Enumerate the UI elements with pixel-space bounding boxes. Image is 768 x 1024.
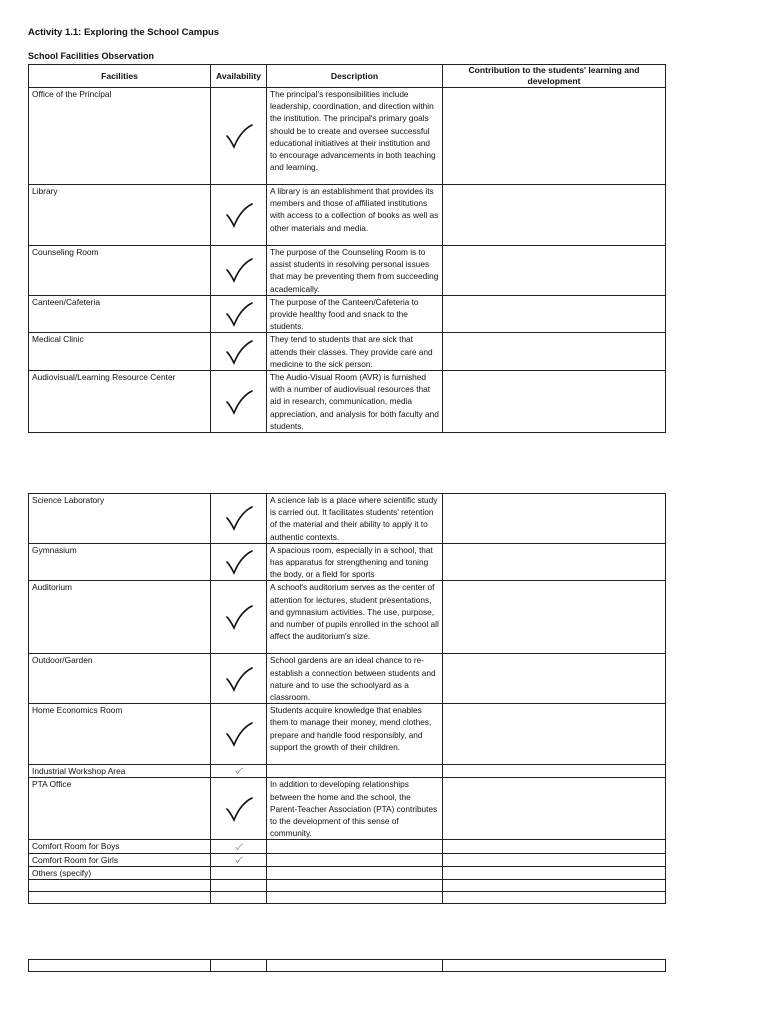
table-row	[29, 654, 666, 704]
description-cell	[267, 960, 443, 972]
description-cell: The purpose of the Counseling Room is to assist students in resolving personal issues that may be preventing them from succeeding academically.	[267, 246, 443, 296]
checkmark-icon	[235, 843, 243, 851]
contribution-cell[interactable]	[443, 333, 666, 371]
description-cell: A library is an establishment that provides its members and those of affiliated institutions with access to a collection of books as well as other materials and media.	[267, 185, 443, 246]
availability-cell	[211, 880, 267, 892]
facility-cell: Counseling Room	[29, 246, 211, 296]
checkmark-icon	[224, 602, 254, 632]
contribution-cell[interactable]	[443, 185, 666, 246]
description-cell: A spacious room, especially in a school, that has apparatus for strengthening and toning the body, or a field for sports	[267, 543, 443, 581]
contribution-cell[interactable]	[443, 654, 666, 704]
facility-cell: Canteen/Cafeteria	[29, 295, 211, 333]
facility-cell: Audiovisual/Learning Resource Center	[29, 371, 211, 433]
checkmark-icon	[224, 719, 254, 749]
contribution-cell[interactable]	[443, 88, 666, 185]
description-cell: A science lab is a place where scientific study is carried out. It facilitates students' retention of the material and their ability to apply it to authentic contexts.	[267, 494, 443, 544]
availability-cell	[211, 581, 267, 654]
description-cell	[267, 866, 443, 879]
availability-cell	[211, 246, 267, 296]
table-row	[29, 185, 666, 246]
facilities-table-1	[28, 64, 666, 433]
checkmark-icon	[224, 794, 254, 824]
checkmark-icon	[235, 856, 243, 864]
availability-cell	[211, 866, 267, 879]
availability-cell	[211, 765, 267, 778]
availability-cell	[211, 185, 267, 246]
section-subtitle: School Facilities Observation	[28, 51, 155, 61]
header-description: Description	[267, 65, 443, 88]
description-cell	[267, 892, 443, 904]
table-row	[29, 88, 666, 185]
availability-cell	[211, 778, 267, 840]
checkmark-icon	[235, 767, 243, 775]
table-row	[29, 333, 666, 371]
table-row	[29, 840, 666, 853]
contribution-cell[interactable]	[443, 880, 666, 892]
facilities-table-2	[28, 493, 666, 904]
availability-cell	[211, 654, 267, 704]
description-cell	[267, 853, 443, 866]
table-row	[29, 246, 666, 296]
facility-cell: Medical Clinic	[29, 333, 211, 371]
checkmark-icon	[224, 121, 254, 151]
checkmark-icon	[224, 255, 254, 285]
availability-cell	[211, 960, 267, 972]
contribution-cell[interactable]	[443, 704, 666, 765]
description-cell: They tend to students that are sick that attends their classes. They provide care and medicine to the sick person.	[267, 333, 443, 371]
facility-cell: Home Economics Room	[29, 704, 211, 765]
table-row	[29, 880, 666, 892]
table-row	[29, 778, 666, 840]
table-row	[29, 295, 666, 333]
availability-cell	[211, 840, 267, 853]
contribution-cell[interactable]	[443, 866, 666, 879]
availability-cell	[211, 295, 267, 333]
table-row	[29, 704, 666, 765]
contribution-cell[interactable]	[443, 765, 666, 778]
checkmark-icon	[224, 387, 254, 417]
description-cell	[267, 765, 443, 778]
description-cell	[267, 880, 443, 892]
contribution-cell[interactable]	[443, 960, 666, 972]
header-contribution: Contribution to the students' learning and development	[443, 65, 666, 88]
contribution-cell[interactable]	[443, 246, 666, 296]
facility-cell: Library	[29, 185, 211, 246]
availability-cell	[211, 371, 267, 433]
description-cell: School gardens are an ideal chance to re-establish a connection between students and nature and to use the schoolyard as a classroom.	[267, 654, 443, 704]
table-row	[29, 853, 666, 866]
facility-cell	[29, 892, 211, 904]
checkmark-icon	[224, 664, 254, 694]
table-row	[29, 866, 666, 879]
checkmark-icon	[224, 547, 254, 577]
facility-cell	[29, 880, 211, 892]
contribution-cell[interactable]	[443, 892, 666, 904]
availability-cell	[211, 543, 267, 581]
facility-cell: PTA Office	[29, 778, 211, 840]
contribution-cell[interactable]	[443, 494, 666, 544]
contribution-cell[interactable]	[443, 778, 666, 840]
facility-cell: Industrial Workshop Area	[29, 765, 211, 778]
table-header-row	[29, 65, 666, 88]
checkmark-icon	[224, 337, 254, 367]
facility-cell: Comfort Room for Boys	[29, 840, 211, 853]
checkmark-icon	[224, 200, 254, 230]
description-cell: The Audio-Visual Room (AVR) is furnished with a number of audiovisual resources that aid in research, communication, media appreciation, and analysis for both faculty and students.	[267, 371, 443, 433]
facility-cell: Science Laboratory	[29, 494, 211, 544]
facility-cell: Office of the Principal	[29, 88, 211, 185]
table-row	[29, 765, 666, 778]
facility-cell: Gymnasium	[29, 543, 211, 581]
contribution-cell[interactable]	[443, 295, 666, 333]
table-2-body	[29, 494, 666, 904]
table-row	[29, 960, 666, 972]
facility-cell: Others (specify)	[29, 866, 211, 879]
availability-cell	[211, 853, 267, 866]
table-row	[29, 494, 666, 544]
facilities-table-3	[28, 959, 666, 972]
contribution-cell[interactable]	[443, 581, 666, 654]
contribution-cell[interactable]	[443, 840, 666, 853]
checkmark-icon	[224, 299, 254, 329]
availability-cell	[211, 88, 267, 185]
header-availability: Availability	[211, 65, 267, 88]
availability-cell	[211, 704, 267, 765]
header-facilities: Facilities	[29, 65, 211, 88]
description-cell: Students acquire knowledge that enables them to manage their money, mend clothes, prepare and handle food responsibly, and support the growth of their children.	[267, 704, 443, 765]
table-row	[29, 371, 666, 433]
contribution-cell[interactable]	[443, 543, 666, 581]
page-title: Activity 1.1: Exploring the School Campus	[28, 27, 220, 38]
table-row	[29, 892, 666, 904]
table-row	[29, 581, 666, 654]
facility-cell: Auditorium	[29, 581, 211, 654]
table-row	[29, 543, 666, 581]
description-cell: The principal's responsibilities include leadership, coordination, and direction within the institution. The principal's primary goals should be to create and oversee successful educational initiatives at their institution and to encourage advancements in both teaching and learning.	[267, 88, 443, 185]
availability-cell	[211, 333, 267, 371]
description-cell: A school's auditorium serves as the center of attention for lectures, student presentations, and gymnasium activities. The use, purpose, and number of pupils enrolled in the school all affect the auditorium's size.	[267, 581, 443, 654]
checkmark-icon	[224, 503, 254, 533]
description-cell: The purpose of the Canteen/Cafeteria to provide healthy food and snack to the students.	[267, 295, 443, 333]
table-1-body	[29, 88, 666, 433]
contribution-cell[interactable]	[443, 853, 666, 866]
table-3-body	[29, 960, 666, 972]
availability-cell	[211, 494, 267, 544]
description-cell	[267, 840, 443, 853]
description-cell: In addition to developing relationships between the home and the school, the Parent-Teacher Association (PTA) contributes to the development of this sense of community.	[267, 778, 443, 840]
availability-cell	[211, 892, 267, 904]
facility-cell: Comfort Room for Girls	[29, 853, 211, 866]
facility-cell	[29, 960, 211, 972]
contribution-cell[interactable]	[443, 371, 666, 433]
facility-cell: Outdoor/Garden	[29, 654, 211, 704]
